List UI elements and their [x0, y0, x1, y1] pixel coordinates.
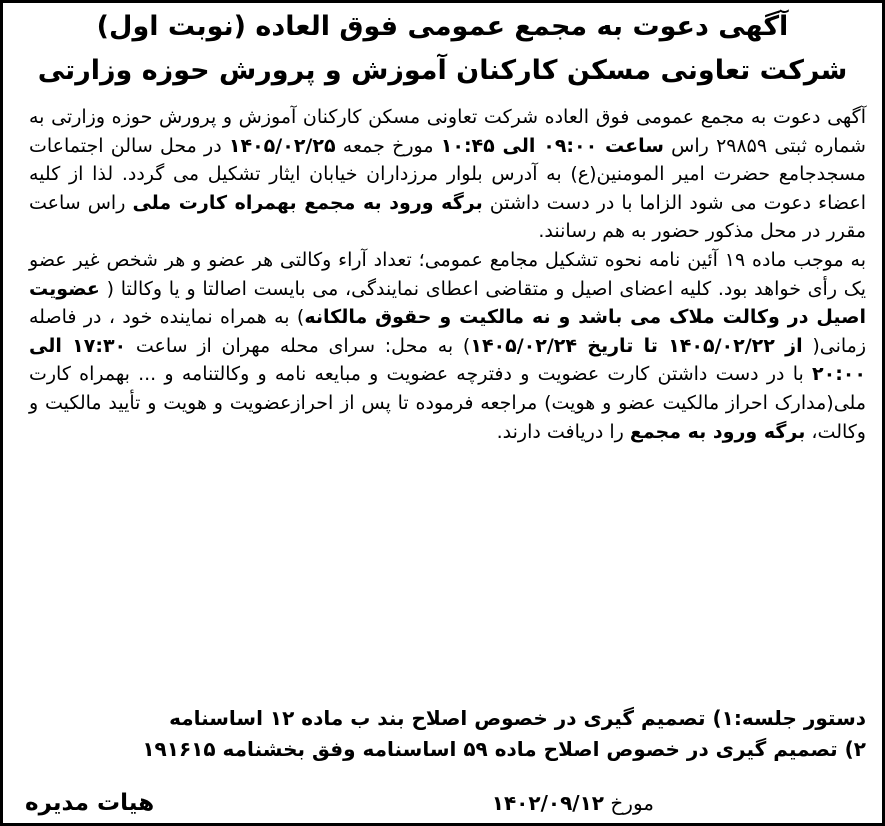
invitation-paragraph: آگهی دعوت به مجمع عمومی فوق العاده شرکت تعاونی مسکن کارکنان آموزش و پرورش حوزه وزارتی به شماره ثبتی ۲۹۸۵۹ راس ساعت ۰۹:۰۰ الی ۱۰:۴۵ مورخ جمعه ۱۴۰۵/۰۲/۲۵ در محل سالن اجتماعات مسجدجامع حضرت امیر المومنین(ع) به آدرس بلوار مرزداران خیابان ایثار تشکیل می گردد. لذا از کلیه اعضاء دعوت می شود الزاما با در دست داشتن برگه ورود به مجمع بهمراه کارت ملی راس ساعت مقرر در محل مذکور حضور به هم رسانند. [29, 106, 866, 243]
agenda-item-2: ۲) تصمیم گیری در خصوص اصلاح ماده ۵۹ اساسنامه وفق بخشنامه ۱۹۱۶۱۵ [142, 736, 866, 761]
notice-title: آگهی دعوت به مجمع عمومی فوق العاده (نوبت اول) [96, 11, 789, 42]
agenda-item-1: دستور جلسه:۱) تصمیم گیری در خصوص اصلاح بند ب ماده ۱۲ اساسنامه [169, 706, 866, 730]
registration-period: از ۱۴۰۵/۰۲/۲۲ تا تاریخ ۱۴۰۵/۰۲/۲۴ [470, 334, 803, 357]
membership-note: عضویت اصیل در وکالت ملاک می باشد و نه مالکیت و حقوق مالکانه [29, 277, 866, 329]
notice-footer [17, 788, 866, 820]
signature: هیات مدیره [25, 790, 155, 816]
proxy-paragraph: به موجب ماده ۱۹ آئین نامه نحوه تشکیل مجامع عمومی؛ تعداد آراء وکالتی هر عضو و هر شخص غیر عضو یک رأی خواهد بود. کلیه اعضای اصیل و متقاضی اعطای نمایندگی، می بایست اصالتا و یا وکالتا ( عضویت اصیل در وکالت ملاک می باشد و نه مالکیت و حقوق مالکانه) به همراه نماینده خود ، در فاصله زمانی( از ۱۴۰۵/۰۲/۲۲ تا تاریخ ۱۴۰۵/۰۲/۲۴) به محل: سرای محله مهران از ساعت ۱۷:۳۰ الی ۲۰:۰۰ با در دست داشتن کارت عضویت و دفترچه عضویت و مبایعه نامه و وکالتنامه و ... بهمراه کارت ملی(مدارک احراز مالکیت عضو و هویت) مراجعه فرموده تا پس از احرازعضویت و هویت و تأیید مالکیت و وکالت، برگه ورود به مجمع را دریافت دارند. [29, 248, 867, 443]
entry-slip: برگه ورود به مجمع [629, 420, 806, 443]
company-name: شرکت تعاونی مسکن کارکنان آموزش و پرورش حوزه وزارتی [37, 55, 848, 86]
registration-hours: ۱۷:۳۰ الی ۲۰:۰۰ [29, 334, 866, 386]
meeting-time: ساعت ۰۹:۰۰ الی ۱۰:۴۵ [440, 134, 664, 157]
entry-requirement: برگه ورود به مجمع بهمراه کارت ملی [132, 191, 483, 214]
meeting-date: ۱۴۰۵/۰۲/۲۵ [228, 134, 336, 157]
notice-body [29, 103, 866, 446]
notice-date: مورخ ۱۴۰۲/۰۹/۱۲ [491, 791, 654, 815]
agenda [21, 703, 866, 764]
